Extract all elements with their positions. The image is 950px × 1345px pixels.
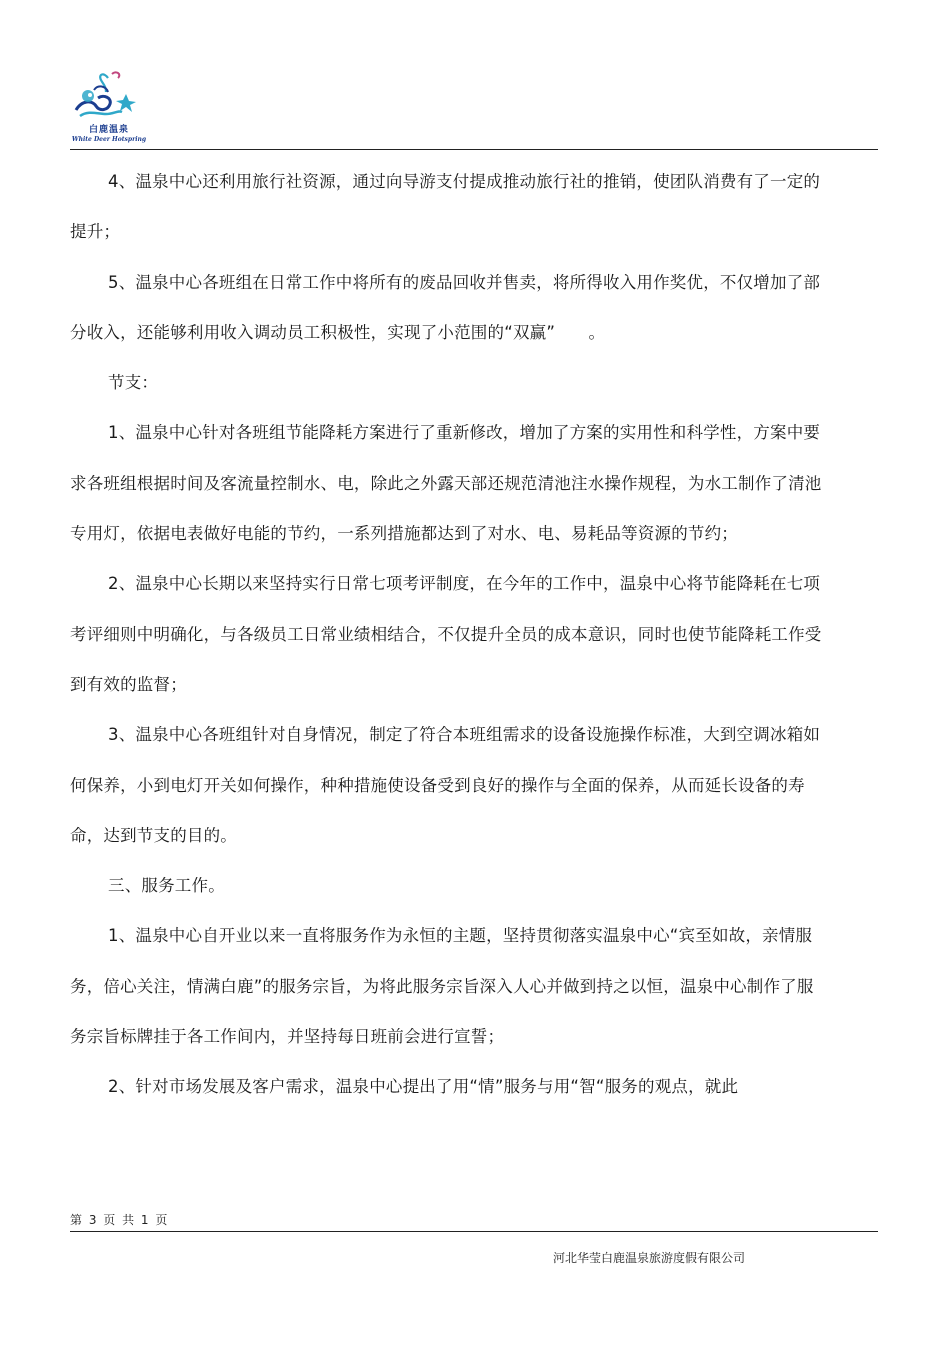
paragraph: 2、温泉中心长期以来坚持实行日常七项考评制度，在今年的工作中，温泉中心将节能降耗在七项考评细则中明确化，与各级员工日常业绩相结合，不仅提升全员的成本意识，同时也使节能降耗工作受到有效的监督；: [70, 574, 822, 694]
paragraph: 4、温泉中心还利用旅行社资源，通过向导游支付提成推动旅行社的推销，使团队消费有了一定的提升；: [70, 172, 821, 242]
company-name: 河北华莹白鹿温泉旅游度假有限公司: [553, 1251, 746, 1265]
paragraph: 1、温泉中心针对各班组节能降耗方案进行了重新修改，增加了方案的实用性和科学性，方案中要求各班组根据时间及客流量控制水、电，除此之外露天部还规范清池注水操作规程，为水工制作了清池专用灯，依据电表做好电能的节约，一系列措施都达到了对水、电、易耗品等资源的节约；: [70, 423, 822, 544]
deer-logo-icon: [68, 70, 150, 122]
page-number: 第 3 页 共 1 页: [70, 1213, 169, 1227]
paragraph: 2、针对市场发展及客户需求，温泉中心提出了用“情”服务与用“智“服务的观点，就此: [108, 1077, 739, 1097]
section-heading: 三、服务工作。: [108, 876, 225, 896]
logo-english-text: White Deer Hotspring: [71, 136, 147, 143]
logo-chinese-text: 白鹿温泉: [88, 125, 129, 135]
footer-divider: [70, 1231, 878, 1232]
company-logo: [68, 70, 150, 148]
header-divider: [70, 149, 878, 150]
document-body: [70, 157, 828, 1113]
paragraph: 3、温泉中心各班组针对自身情况，制定了符合本班组需求的设备设施操作标准，大到空调冰箱如何保养，小到电灯开关如何操作，种种措施使设备受到良好的操作与全面的保养，从而延长设备的寿命，达到节支的目的。: [70, 725, 821, 845]
paragraph: 1、温泉中心自开业以来一直将服务作为永恒的主题，坚持贯彻落实温泉中心“宾至如故，亲情服务，倍心关注，情满白鹿”的服务宗旨，为将此服务宗旨深入人心并做到持之以恒，温泉中心制作了服务宗旨标牌挂于各工作间内，并坚持每日班前会进行宣誓；: [70, 926, 814, 1047]
paragraph: 5、温泉中心各班组在日常工作中将所有的废品回收并售卖，将所得收入用作奖优，不仅增加了部分收入，还能够利用收入调动员工积极性，实现了小范围的“双赢” 。: [70, 272, 821, 342]
page-header: [0, 0, 950, 152]
section-heading: 节支：: [108, 373, 159, 393]
